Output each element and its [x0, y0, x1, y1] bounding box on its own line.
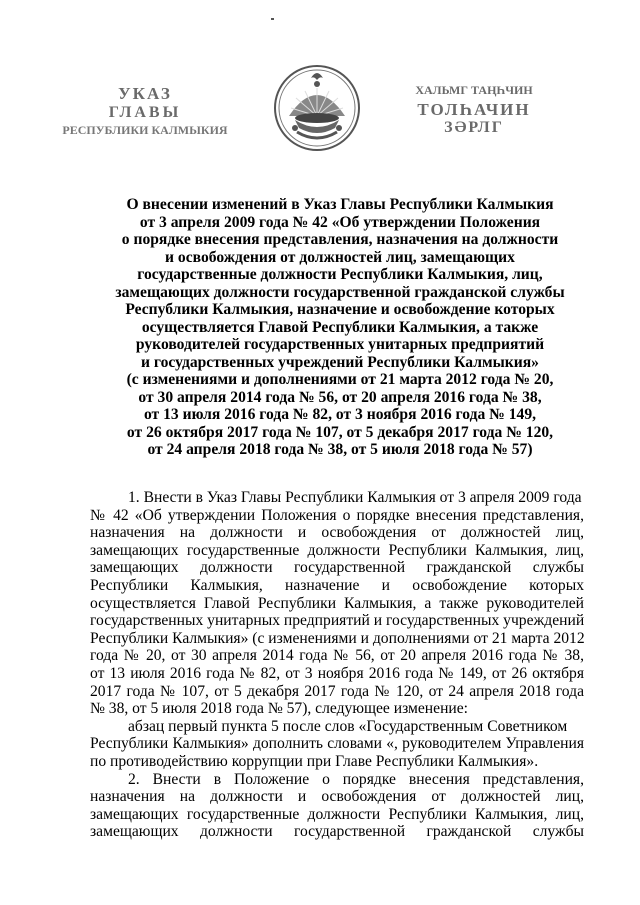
body-line: назначения на должности и освобождения от должностей лиц, — [90, 524, 584, 542]
title-line: осуществляется Главой Республики Калмыкия, а также — [141, 318, 539, 336]
title-line: руководителей государственных унитарных предприятий — [135, 336, 545, 353]
body-line: замещающих государственные должности Республики Калмыкия, лиц, — [90, 541, 584, 559]
title-line: О внесении изменений в Указ Главы Республики Калмыкия — [126, 196, 554, 213]
header-left-ru — [60, 84, 230, 138]
body-line: № 42 «Об утверждении Положения о порядке внесения представления, — [90, 506, 584, 524]
header-right-line-2: ТОЛҺАЧИН — [417, 99, 531, 119]
title-line: от 13 июля 2016 года № 82, от 3 ноября 2016 года № 149, — [143, 406, 537, 423]
republic-emblem-icon — [273, 64, 361, 152]
body-line: замещающих должности государственной гражданской службы — [90, 559, 584, 577]
title-line: государственные должности Республики Калмыкия, лиц, — [137, 266, 543, 283]
body-line: Республики Калмыкия» дополнить словами «, руководителем Управления — [90, 735, 584, 753]
title-line: (с изменениями и дополнениями от 21 марта 2012 года № 20, — [126, 371, 554, 388]
header-left-line-2: ГЛАВЫ — [108, 103, 182, 121]
decree-body — [90, 489, 584, 841]
title-line: Республики Калмыкия, назначение и освобождение которых — [125, 301, 555, 318]
body-line: 2017 года № 107, от 5 декабря 2017 года № 120, от 24 апреля 2018 года — [90, 682, 584, 700]
header-left-line-3: РЕСПУБЛИКИ КАЛМЫКИЯ — [62, 122, 228, 137]
header-right-line-3: ЗӘРЛГ — [444, 119, 504, 137]
body-line: 2. Внести в Положение о порядке внесения представления, — [128, 770, 584, 788]
title-line: от 30 апреля 2014 года № 56, от 20 апреля 2016 года № 38, — [138, 388, 542, 406]
body-line: по противодействию коррупции при Главе Республики Калмыкия». — [90, 752, 539, 770]
body-line: года № 20, от 30 апреля 2014 года № 56, от 20 апреля 2016 года № 38, — [90, 647, 584, 665]
title-line: и освобождения от должностей лиц, замещающих — [165, 248, 515, 266]
body-line: назначения на должности и освобождения от должностей лиц, — [90, 788, 584, 806]
body-line: Республики Калмыкия, назначение и освобождение которых — [90, 576, 584, 594]
title-line: от 3 апреля 2009 года № 42 «Об утверждении Положения — [139, 213, 541, 231]
title-line: и государственных учреждений Республики Калмыкия» — [141, 353, 539, 371]
header-left-line-1: УКАЗ — [118, 84, 172, 103]
header-right-kalmyk — [398, 84, 550, 138]
body-line: осуществляется Главой Республики Калмыкия, а также руководителей — [90, 594, 584, 612]
title-line: от 26 октября 2017 года № 107, от 5 декабря 2017 года № 120, — [126, 423, 554, 441]
body-line: замещающих государственные должности Республики Калмыкия, лиц, — [90, 805, 584, 823]
title-line: замещающих должности государственной гражданской службы — [115, 283, 565, 301]
body-line: № 38, от 5 июля 2018 года № 57), следующее изменение: — [90, 700, 469, 718]
title-line: о порядке внесения представления, назначения на должности — [121, 231, 559, 248]
body-line: замещающих должности государственной гражданской службы — [90, 823, 584, 841]
body-line: государственных унитарных предприятий и государственных учреждений — [90, 612, 585, 630]
body-line: от 13 июля 2016 года № 82, от 3 ноября 2016 года № 149, от 26 октября — [90, 664, 584, 682]
header-right-line-1: ХАЛЬМГ ТАҢҺЧИН — [415, 83, 533, 97]
decree-title — [100, 196, 580, 459]
body-line: абзац первый пункта 5 после слов «Государственным Советником — [128, 717, 568, 735]
page-mark — [271, 18, 274, 20]
title-line: от 24 апреля 2018 года № 38, от 5 июля 2018 года № 57) — [147, 441, 533, 458]
body-line: 1. Внести в Указ Главы Республики Калмыкия от 3 апреля 2009 года — [128, 489, 582, 506]
body-line: Республики Калмыкия» (с изменениями и дополнениями от 21 марта 2012 — [90, 629, 585, 647]
